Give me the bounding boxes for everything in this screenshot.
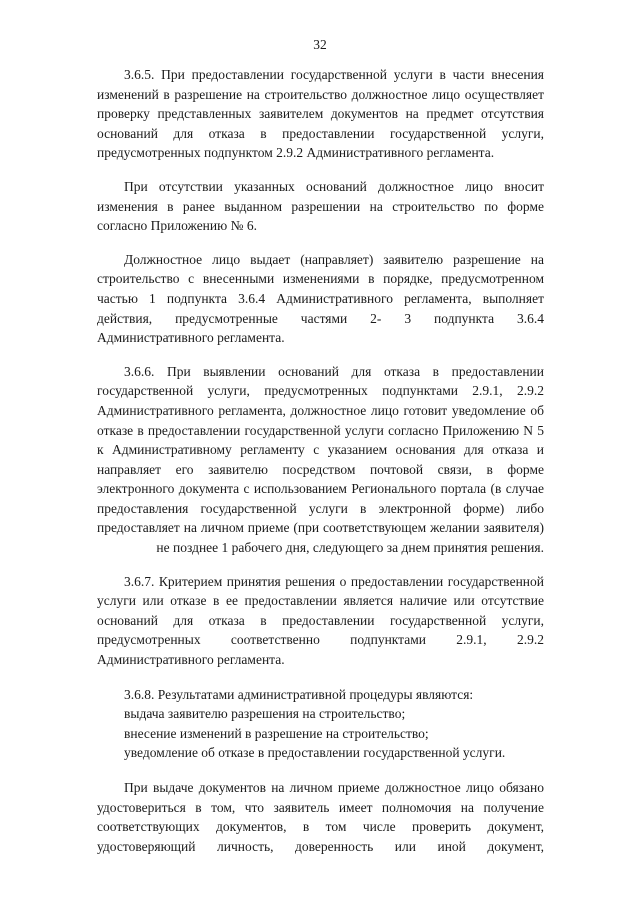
result-item-refusal: уведомление об отказе в предоставлении государственной услуги. (124, 745, 506, 761)
result-item-changes: внесение изменений в разрешение на строительство; (124, 725, 429, 741)
paragraph-3-6-6: 3.6.6. При выявлении оснований для отказа в предоставлении государственной услуги, предусмотренных подпунктами 2.9.1, 2.9.2 Административного регламента, должностное лицо готовит уведомление об отказе в предоставлении государственной услуги согласно Приложению N 5 к Административному регламенту с указанием основания для отказа и направляет его заявителю посредством почтовой связи, в форме электронного документа с использованием Регионального портала (в случае предоставления государственной услуги в электронной форме) либо предоставляет на личном приеме (при соответствующем желании заявителя) не позднее 1 рабочего дня, следующего за днем принятия решения. (97, 363, 544, 556)
document-body (97, 65, 544, 856)
page-number: 32 (313, 37, 327, 52)
paragraph-3-6-8: 3.6.8. Результатами административной процедуры являются: (124, 686, 474, 702)
paragraph-no-grounds: При отсутствии указанных оснований должностное лицо вносит изменения в ранее выданном разрешении на строительство по форме согласно Приложению № 6. (97, 178, 544, 234)
paragraph-issue-permit: Должностное лицо выдает (направляет) заявителю разрешение на строительство с внесенными изменениями в порядке, предусмотренном частью 1 подпункта 3.6.4 Административного регламента, выполняет действия, предусмотренные частями 2- 3 подпункта 3.6.4 Административного регламента. (97, 251, 544, 346)
paragraph-3-6-5: 3.6.5. При предоставлении государственной услуги в части внесения изменений в разрешение на строительство должностное лицо осуществляет проверку представленных заявителем документов на предмет отсутствия оснований для отказа в предоставлении государственной услуги, предусмотренных подпунктом 2.9.2 Административного регламента. (97, 67, 544, 161)
paragraph-personal-reception: При выдаче документов на личном приеме должностное лицо обязано удостовериться в том, что заявитель имеет полномочия на получение соответствующих документов, в том числе проверить документ, удостоверяющий личность, доверенность или иной документ, (97, 780, 544, 854)
paragraph-3-6-7: 3.6.7. Критерием принятия решения о предоставлении государственной услуги или отказе в ее предоставлении является наличие или отсутствие оснований для отказа в предоставлении государственной услуги, предусмотренных соответственно подпунктами 2.9.1, 2.9.2 Административного регламента. (97, 573, 544, 668)
result-item-issue: выдача заявителю разрешения на строительство; (124, 706, 406, 722)
